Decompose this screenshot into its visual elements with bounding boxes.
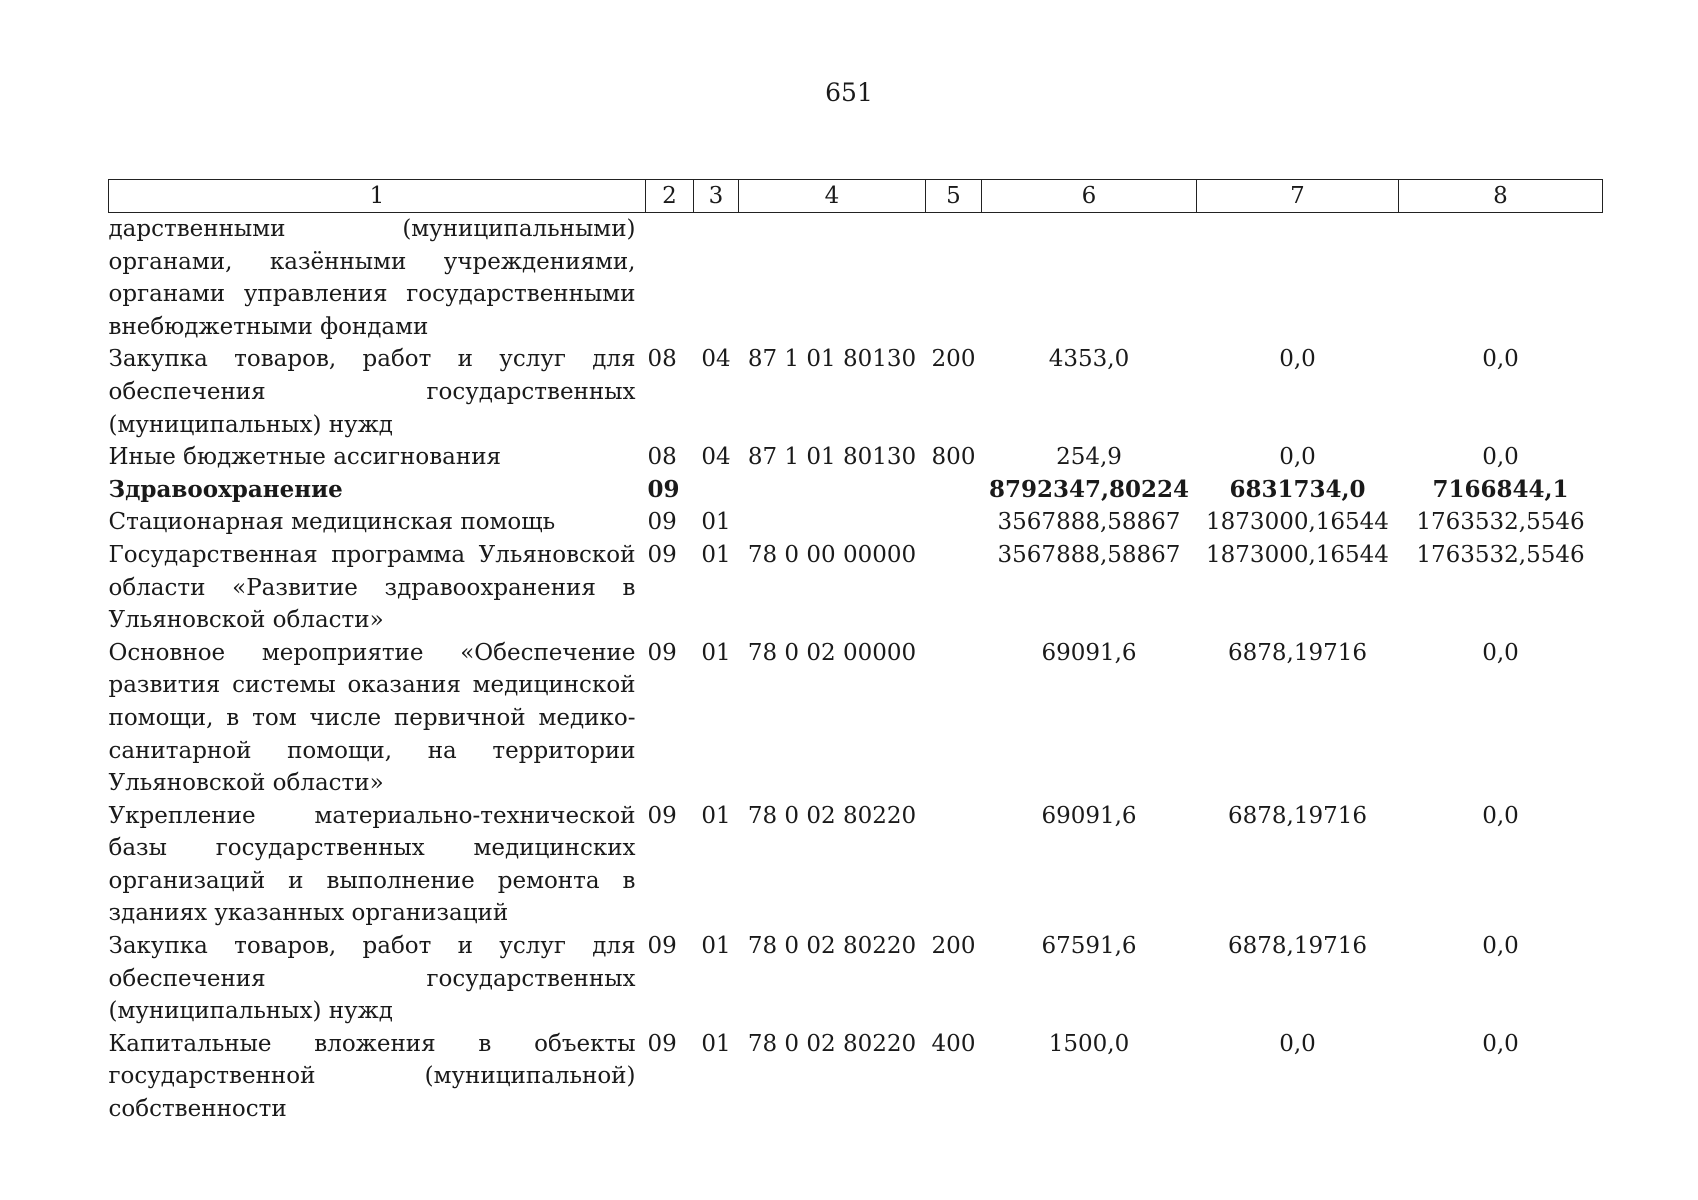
- row-amount-6: 3567888,58867: [997, 541, 1181, 568]
- column-header-3: 3: [694, 180, 739, 213]
- row-amount-8: 0,0: [1482, 639, 1519, 666]
- row-expense-type: 200: [931, 346, 976, 373]
- row-amount-8: 1763532,5546: [1416, 541, 1585, 568]
- row-expense-type: 200: [931, 933, 976, 960]
- row-name: дарственными (муниципальными) органами, казёнными учреждениями, органами управления государственными внебюджетными фондами: [108, 216, 636, 340]
- row-amount-8: 0,0: [1482, 933, 1519, 960]
- row-name: Основное мероприятие «Обеспечение развития системы оказания медицинской помощи, в том числе первичной медико-санитарной помощи, на территории Ульяновской области»: [108, 639, 636, 797]
- table-row: [109, 474, 1603, 507]
- row-amount-8: 0,0: [1482, 346, 1519, 373]
- table-body: [109, 213, 1603, 1126]
- row-section: 08: [647, 444, 677, 471]
- row-amount-7: 1873000,16544: [1206, 541, 1389, 568]
- table-row: [109, 343, 1603, 441]
- table-header-row: [109, 180, 1603, 213]
- row-amount-6: [982, 213, 1197, 344]
- table-row: [109, 539, 1603, 637]
- table-row: [109, 930, 1603, 1028]
- row-amount-7: 0,0: [1279, 346, 1316, 373]
- row-amount-6: 67591,6: [1041, 933, 1137, 960]
- row-amount-6: 69091,6: [1041, 802, 1137, 829]
- row-amount-7: 6878,19716: [1227, 933, 1367, 960]
- column-header-2: 2: [646, 180, 694, 213]
- row-amount-6: 1500,0: [1048, 1030, 1130, 1057]
- row-name: Иные бюджетные ассигнования: [108, 444, 502, 471]
- row-target-article: 78 0 02 00000: [747, 639, 917, 666]
- row-amount-7: 0,0: [1279, 1030, 1316, 1057]
- page-number: 651: [825, 78, 873, 107]
- row-subsection: 01: [701, 1030, 731, 1057]
- row-expense-type: [926, 474, 982, 507]
- row-target-article: 78 0 02 80220: [747, 933, 917, 960]
- row-section: 09: [647, 802, 677, 829]
- column-header-7: 7: [1197, 180, 1399, 213]
- row-expense-type: [926, 506, 982, 539]
- row-section: 09: [647, 475, 680, 503]
- row-target-article: 78 0 02 80220: [747, 1030, 917, 1057]
- row-section: 09: [647, 541, 677, 568]
- row-amount-6: 69091,6: [1041, 639, 1137, 666]
- row-subsection: 01: [701, 509, 731, 536]
- row-subsection: [694, 213, 739, 344]
- row-target-article: [739, 474, 926, 507]
- row-expense-type: [926, 539, 982, 637]
- column-header-4: 4: [739, 180, 926, 213]
- row-amount-7: 6831734,0: [1229, 475, 1366, 503]
- row-name: Стационарная медицинская помощь: [108, 509, 556, 536]
- row-expense-type: 400: [931, 1030, 976, 1057]
- row-name: Закупка товаров, работ и услуг для обеспечения государственных (муниципальных) нужд: [108, 346, 636, 438]
- row-amount-8: 1763532,5546: [1416, 509, 1585, 536]
- table-row: [109, 441, 1603, 474]
- row-section: 09: [647, 639, 677, 666]
- row-target-article: 78 0 00 00000: [747, 541, 917, 568]
- row-subsection: 01: [701, 639, 731, 666]
- row-amount-8: 0,0: [1482, 444, 1519, 471]
- row-amount-7: 6878,19716: [1227, 639, 1367, 666]
- row-section: [646, 213, 694, 344]
- row-amount-8: 0,0: [1482, 802, 1519, 829]
- budget-table: [108, 179, 1603, 1126]
- row-amount-7: 1873000,16544: [1206, 509, 1389, 536]
- table-row: [109, 506, 1603, 539]
- row-amount-6: 4353,0: [1048, 346, 1130, 373]
- row-name: Здравоохранение: [108, 475, 343, 503]
- row-target-article: [739, 506, 926, 539]
- row-amount-7: 0,0: [1279, 444, 1316, 471]
- row-target-article: 87 1 01 80130: [747, 346, 917, 373]
- row-section: 09: [647, 1030, 677, 1057]
- row-name: Укрепление материально-технической базы государственных медицинских организаций и выполнение ремонта в зданиях указанных организаций: [108, 802, 636, 927]
- row-amount-7: [1197, 213, 1399, 344]
- row-amount-6: 8792347,80224: [988, 475, 1190, 503]
- row-expense-type: 800: [931, 444, 976, 471]
- row-subsection: [694, 474, 739, 507]
- row-subsection: 04: [701, 346, 731, 373]
- table-row: [109, 1028, 1603, 1126]
- row-target-article: 87 1 01 80130: [747, 444, 917, 471]
- row-name: Закупка товаров, работ и услуг для обеспечения государственных (муниципальных) нужд: [108, 933, 636, 1025]
- row-amount-8: [1399, 213, 1603, 344]
- row-subsection: 01: [701, 541, 731, 568]
- row-amount-7: 6878,19716: [1227, 802, 1367, 829]
- row-name: Государственная программа Ульяновской области «Развитие здравоохранения в Ульяновской области»: [108, 541, 636, 634]
- row-subsection: 04: [701, 444, 731, 471]
- row-section: 09: [647, 933, 677, 960]
- row-amount-8: 0,0: [1482, 1030, 1519, 1057]
- row-section: 08: [647, 346, 677, 373]
- row-target-article: [739, 213, 926, 344]
- column-header-6: 6: [982, 180, 1197, 213]
- row-expense-type: [926, 213, 982, 344]
- row-subsection: 01: [701, 933, 731, 960]
- column-header-5: 5: [926, 180, 982, 213]
- column-header-1: 1: [109, 180, 646, 213]
- row-section: 09: [647, 509, 677, 536]
- row-subsection: 01: [701, 802, 731, 829]
- row-amount-6: 254,9: [1056, 444, 1122, 471]
- row-amount-6: 3567888,58867: [997, 509, 1181, 536]
- table-row: [109, 800, 1603, 930]
- row-amount-8: 7166844,1: [1432, 475, 1569, 503]
- row-name: Капитальные вложения в объекты государственной (муниципальной) собственности: [108, 1030, 636, 1123]
- column-header-8: 8: [1399, 180, 1603, 213]
- row-expense-type: [926, 800, 982, 930]
- row-target-article: 78 0 02 80220: [747, 802, 917, 829]
- table-row: [109, 213, 1603, 344]
- table-row: [109, 637, 1603, 800]
- row-expense-type: [926, 637, 982, 800]
